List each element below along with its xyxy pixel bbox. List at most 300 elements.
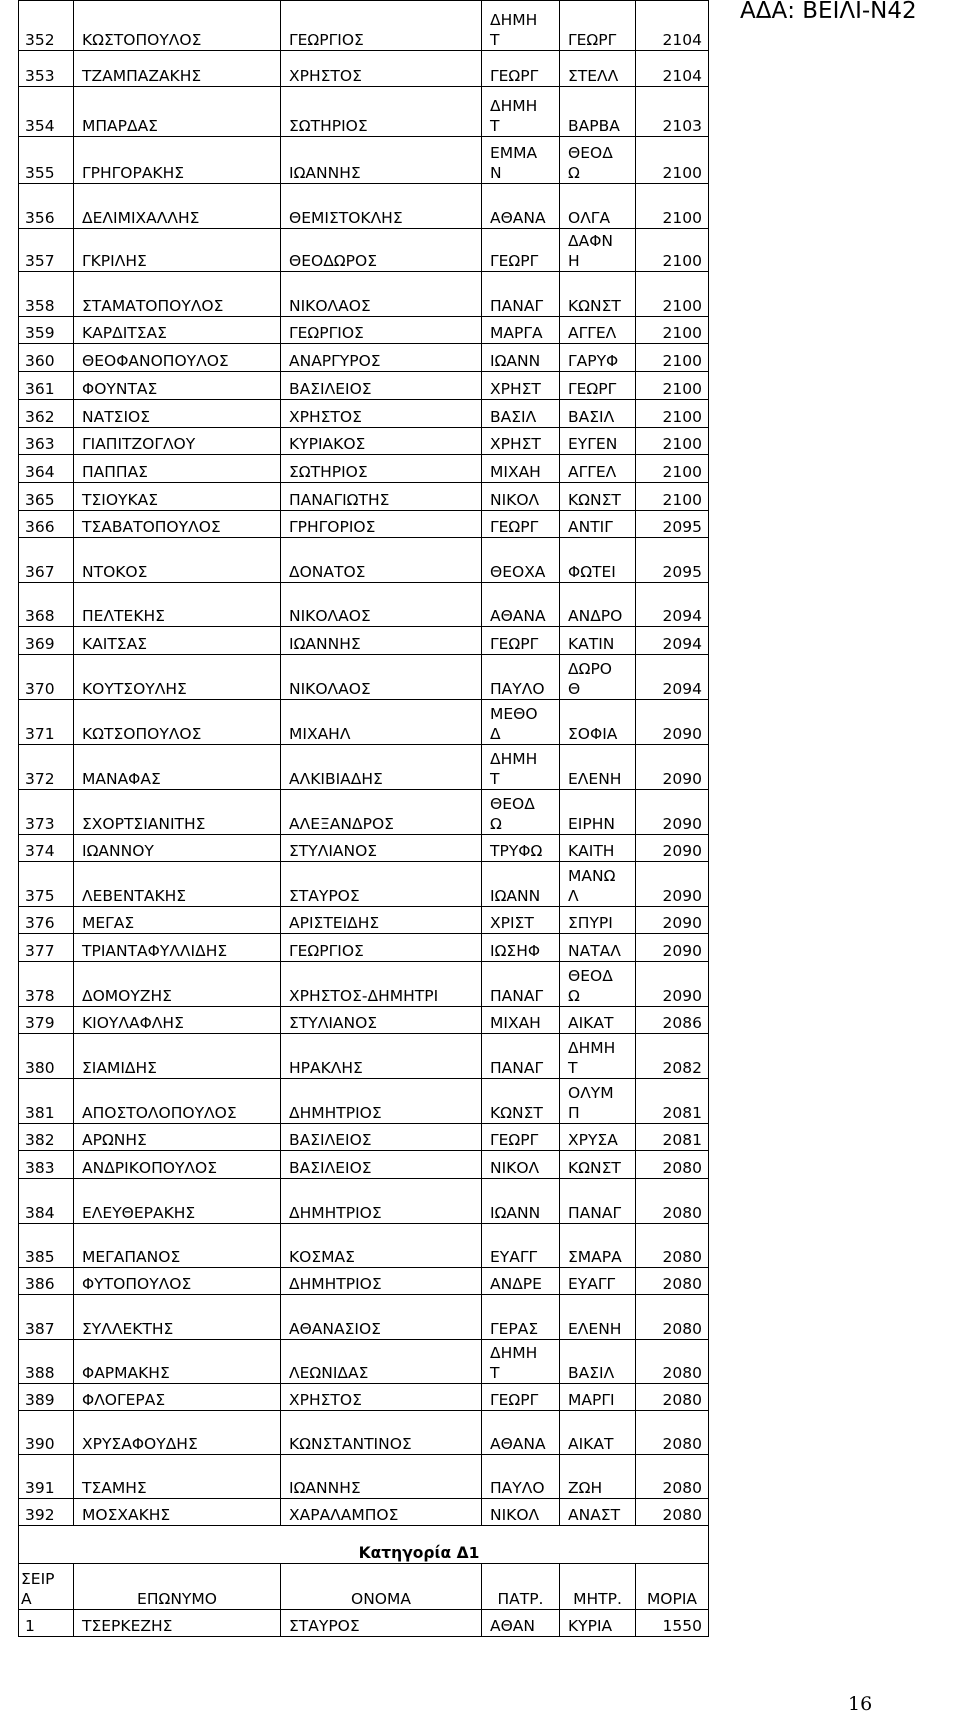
cell-mother — [560, 934, 636, 962]
cell-name: ΑΡΙΣΤΕΙΔΗΣ — [281, 907, 482, 934]
cell-points: 2100 — [636, 483, 709, 511]
cell-mother-text: ΕΛΕΝΗ — [568, 770, 622, 788]
table-row — [19, 1268, 709, 1295]
cell-mother-text: ΧΡΥΣΑ — [568, 1131, 618, 1149]
cell-name: ΗΡΑΚΛΗΣ — [281, 1034, 482, 1079]
cell-father — [482, 1340, 560, 1384]
cell-father — [482, 700, 560, 745]
cell-father-text: ΘΕΟΔΩ — [490, 795, 535, 833]
cell-mother — [560, 700, 636, 745]
cell-points: 2090 — [636, 790, 709, 835]
cell-father-text: ΙΩΣΗΦ — [490, 942, 541, 960]
cell-points: 2100 — [636, 428, 709, 455]
cell-mother — [560, 372, 636, 400]
cell-mother — [560, 1295, 636, 1340]
cell-num: 374 — [19, 835, 74, 862]
cell-father-text: ΕΜΜΑΝ — [490, 144, 538, 182]
cell-surname: ΚΙΟΥΛΑΦΛΗΣ — [74, 1007, 281, 1034]
header-num-text: ΣΕΙΡΑ — [21, 1570, 55, 1608]
cell-points: 2100 — [636, 344, 709, 372]
cell-points: 2080 — [636, 1455, 709, 1499]
cell-father — [482, 745, 560, 790]
cell-mother — [560, 455, 636, 483]
cell-name: ΝΙΚΟΛΑΟΣ — [281, 655, 482, 700]
cell-father-text: ΜΑΡΓΑ — [490, 324, 543, 342]
cell-father — [482, 372, 560, 400]
cell-name: ΧΑΡΑΛΑΜΠΟΣ — [281, 1499, 482, 1526]
cell-mother-text: ΠΑΝΑΓ — [568, 1204, 622, 1222]
cell-father — [482, 51, 560, 87]
header-father: ΠΑΤΡ. — [482, 1564, 560, 1610]
cell-mother — [560, 137, 636, 184]
cell-surname: ΦΑΡΜΑΚΗΣ — [74, 1340, 281, 1384]
cell-father — [482, 790, 560, 835]
cell-mother-text: ΕΙΡΗΝ — [568, 815, 615, 833]
cell-surname: ΓΙΑΠΙΤΖΟΓΛΟΥ — [74, 428, 281, 455]
cell-mother-text: ΓΕΩΡΓ — [568, 380, 617, 398]
cell-surname: ΣΤΑΜΑΤΟΠΟΥΛΟΣ — [74, 272, 281, 317]
cell-name: ΜΙΧΑΗΛ — [281, 700, 482, 745]
cell-surname: ΣΙΑΜΙΔΗΣ — [74, 1034, 281, 1079]
cell-mother-text: ΓΑΡΥΦ — [568, 352, 619, 370]
cell-mother-text: ΑΙΚΑΤ — [568, 1435, 614, 1453]
cell-father — [482, 1455, 560, 1499]
cell-surname: ΑΝΔΡΙΚΟΠΟΥΛΟΣ — [74, 1151, 281, 1179]
cell-points: 2100 — [636, 272, 709, 317]
category-blank-cell — [19, 1526, 281, 1564]
cell-name: ΑΘΑΝΑΣΙΟΣ — [281, 1295, 482, 1340]
cell-name: ΧΡΗΣΤΟΣ — [281, 51, 482, 87]
cell-father — [482, 1224, 560, 1268]
cell-name: ΓΕΩΡΓΙΟΣ — [281, 317, 482, 344]
cell-mother — [560, 1499, 636, 1526]
cell-points: 2104 — [636, 1, 709, 51]
table-row — [19, 962, 709, 1007]
cell-surname: ΠΕΛΤΕΚΗΣ — [74, 583, 281, 627]
cell-surname: ΜΕΓΑΠΑΝΟΣ — [74, 1224, 281, 1268]
cell-father-text: ΓΕΩΡΓ — [490, 1391, 539, 1409]
cell-mother-text: ΣΟΦΙΑ — [568, 725, 618, 743]
cell-surname: ΔΟΜΟΥΖΗΣ — [74, 962, 281, 1007]
table-row — [19, 862, 709, 907]
header-points: ΜΟΡΙΑ — [636, 1564, 709, 1610]
cell-points: 2080 — [636, 1411, 709, 1455]
cell-mother-text: ΚΩΝΣΤ — [568, 491, 621, 509]
cell-mother — [560, 1224, 636, 1268]
cell-points: 2103 — [636, 87, 709, 137]
cell-num: 381 — [19, 1079, 74, 1124]
cell-father-text: ΠΑΥΛΟ — [490, 1479, 545, 1497]
cell-surname: ΝΑΤΣΙΟΣ — [74, 400, 281, 428]
cell-name: ΝΙΚΟΛΑΟΣ — [281, 272, 482, 317]
cell-surname: ΙΩΑΝΝΟΥ — [74, 835, 281, 862]
table-row — [19, 272, 709, 317]
cell-surname: ΤΖΑΜΠΑΖΑΚΗΣ — [74, 51, 281, 87]
cell-name: ΣΤΥΛΙΑΝΟΣ — [281, 835, 482, 862]
table-row — [19, 1007, 709, 1034]
cell-num: 386 — [19, 1268, 74, 1295]
cell-name: ΣΩΤΗΡΙΟΣ — [281, 455, 482, 483]
table-row — [19, 455, 709, 483]
cell-points: 2080 — [636, 1295, 709, 1340]
cell-points: 2090 — [636, 700, 709, 745]
cell-name: ΙΩΑΝΝΗΣ — [281, 137, 482, 184]
table-row — [19, 538, 709, 583]
cell-points: 2095 — [636, 511, 709, 538]
cell-surname: ΚΩΣΤΟΠΟΥΛΟΣ — [74, 1, 281, 51]
cell-name: ΑΝΑΡΓΥΡΟΣ — [281, 344, 482, 372]
ada-code: ΑΔΑ: ΒΕΙΛΙ-Ν42 — [740, 0, 917, 24]
cell-surname: ΕΛΕΥΘΕΡΑΚΗΣ — [74, 1179, 281, 1224]
cell-num: 377 — [19, 934, 74, 962]
table-row — [19, 1, 709, 51]
cell-mother-text: ΑΝΤΙΓ — [568, 518, 613, 536]
cell-mother — [560, 1124, 636, 1151]
cell-points: 2086 — [636, 1007, 709, 1034]
cell-mother — [560, 1411, 636, 1455]
cell-name: ΔΗΜΗΤΡΙΟΣ — [281, 1268, 482, 1295]
cell-num: 372 — [19, 745, 74, 790]
cell-father — [482, 627, 560, 655]
cell-mother — [560, 1034, 636, 1079]
cell-mother — [560, 400, 636, 428]
cell-name: ΝΙΚΟΛΑΟΣ — [281, 583, 482, 627]
cell-father-text: ΧΡΗΣΤ — [490, 380, 541, 398]
cell-points: 2081 — [636, 1079, 709, 1124]
cell-father — [482, 344, 560, 372]
cell-mother-text: ΚΑΙΤΗ — [568, 842, 615, 860]
cell-surname: ΦΛΟΓΕΡΑΣ — [74, 1384, 281, 1411]
cell-points: 2090 — [636, 907, 709, 934]
table-row — [19, 1384, 709, 1411]
cell-surname: ΓΡΗΓΟΡΑΚΗΣ — [74, 137, 281, 184]
cell-mother-text: ΦΩΤΕΙ — [568, 563, 616, 581]
header-name: ΟΝΟΜΑ — [281, 1564, 482, 1610]
cell-father — [482, 835, 560, 862]
cell-num: 355 — [19, 137, 74, 184]
cell-father-text: ΑΘΑΝΑ — [490, 209, 546, 227]
cell-mother — [560, 1, 636, 51]
cell-father — [482, 1295, 560, 1340]
cell-num: 391 — [19, 1455, 74, 1499]
cell-num: 380 — [19, 1034, 74, 1079]
cell-father — [482, 184, 560, 229]
table-row — [19, 934, 709, 962]
cell-points: 2080 — [636, 1384, 709, 1411]
category-cell-surname: ΤΣΕΡΚΕΖΗΣ — [74, 1610, 281, 1637]
table-row — [19, 511, 709, 538]
cell-father — [482, 962, 560, 1007]
cell-surname: ΚΑΡΔΙΤΣΑΣ — [74, 317, 281, 344]
table-row — [19, 372, 709, 400]
category-cell-name: ΣΤΑΥΡΟΣ — [281, 1610, 482, 1637]
cell-num: 365 — [19, 483, 74, 511]
cell-mother-text: ΣΠΥΡΙ — [568, 914, 613, 932]
cell-surname: ΔΕΛΙΜΙΧΑΛΛΗΣ — [74, 184, 281, 229]
cell-name: ΓΡΗΓΟΡΙΟΣ — [281, 511, 482, 538]
cell-name: ΣΤΥΛΙΑΝΟΣ — [281, 1007, 482, 1034]
cell-mother — [560, 511, 636, 538]
category-row — [19, 1610, 709, 1637]
table-row — [19, 1295, 709, 1340]
table-row — [19, 1079, 709, 1124]
cell-name: ΛΕΩΝΙΔΑΣ — [281, 1340, 482, 1384]
cell-num: 358 — [19, 272, 74, 317]
cell-points: 2080 — [636, 1179, 709, 1224]
cell-points: 2090 — [636, 962, 709, 1007]
cell-surname: ΑΠΟΣΤΟΛΟΠΟΥΛΟΣ — [74, 1079, 281, 1124]
cell-mother — [560, 483, 636, 511]
cell-mother — [560, 272, 636, 317]
table-row — [19, 51, 709, 87]
cell-surname: ΚΟΥΤΣΟΥΛΗΣ — [74, 655, 281, 700]
cell-name: ΓΕΩΡΓΙΟΣ — [281, 1, 482, 51]
header-mother: ΜΗΤΡ. — [560, 1564, 636, 1610]
cell-num: 378 — [19, 962, 74, 1007]
cell-father-text: ΓΕΩΡΓ — [490, 67, 539, 85]
cell-father — [482, 907, 560, 934]
cell-mother-text: ΕΥΓΕΝ — [568, 435, 618, 453]
cell-father-text: ΓΕΩΡΓ — [490, 635, 539, 653]
cell-mother-text: ΚΑΤΙΝ — [568, 635, 615, 653]
cell-name: ΒΑΣΙΛΕΙΟΣ — [281, 1124, 482, 1151]
cell-surname: ΑΡΩΝΗΣ — [74, 1124, 281, 1151]
table-row — [19, 1224, 709, 1268]
cell-points: 2082 — [636, 1034, 709, 1079]
cell-points: 2090 — [636, 745, 709, 790]
cell-name: ΘΕΜΙΣΤΟΚΛΗΣ — [281, 184, 482, 229]
cell-father — [482, 317, 560, 344]
cell-father-text: ΜΙΧΑΗ — [490, 1014, 541, 1032]
cell-num: 353 — [19, 51, 74, 87]
cell-father — [482, 272, 560, 317]
cell-name: ΔΗΜΗΤΡΙΟΣ — [281, 1079, 482, 1124]
cell-points: 2100 — [636, 317, 709, 344]
cell-points: 2094 — [636, 583, 709, 627]
cell-surname: ΘΕΟΦΑΝΟΠΟΥΛΟΣ — [74, 344, 281, 372]
cell-name: ΠΑΝΑΓΙΩΤΗΣ — [281, 483, 482, 511]
cell-points: 2100 — [636, 137, 709, 184]
cell-num: 390 — [19, 1411, 74, 1455]
cell-points: 2100 — [636, 184, 709, 229]
category-cell-points: 1550 — [636, 1610, 709, 1637]
cell-surname: ΓΚΡΙΛΗΣ — [74, 229, 281, 272]
cell-num: 368 — [19, 583, 74, 627]
table-row — [19, 1499, 709, 1526]
cell-father-text: ΝΙΚΟΛ — [490, 491, 540, 509]
cell-mother-text: ΣΤΕΛΛ — [568, 67, 619, 85]
cell-num: 364 — [19, 455, 74, 483]
cell-name: ΓΕΩΡΓΙΟΣ — [281, 934, 482, 962]
cell-mother — [560, 184, 636, 229]
cell-mother-text: ΕΛΕΝΗ — [568, 1320, 622, 1338]
cell-num: 379 — [19, 1007, 74, 1034]
cell-mother — [560, 87, 636, 137]
cell-father-text: ΔΗΜΗΤ — [490, 97, 538, 135]
cell-points: 2094 — [636, 655, 709, 700]
cell-mother-text: ΘΕΟΔΩ — [568, 967, 613, 1005]
cell-father-text: ΜΙΧΑΗ — [490, 463, 541, 481]
table-row — [19, 1340, 709, 1384]
cell-num: 382 — [19, 1124, 74, 1151]
cell-father-text: ΓΕΩΡΓ — [490, 252, 539, 270]
cell-num: 352 — [19, 1, 74, 51]
cell-name: ΚΟΣΜΑΣ — [281, 1224, 482, 1268]
cell-surname: ΜΠΑΡΔΑΣ — [74, 87, 281, 137]
cell-name: ΑΛΕΞΑΝΔΡΟΣ — [281, 790, 482, 835]
cell-surname: ΤΣΑΜΗΣ — [74, 1455, 281, 1499]
cell-mother-text: ΓΕΩΡΓ — [568, 31, 617, 49]
cell-father-text: ΑΘΑΝΑ — [490, 1435, 546, 1453]
cell-mother-text: ΑΓΓΕΛ — [568, 463, 617, 481]
cell-num: 360 — [19, 344, 74, 372]
cell-father — [482, 1384, 560, 1411]
table-row — [19, 1151, 709, 1179]
cell-num: 366 — [19, 511, 74, 538]
cell-father — [482, 137, 560, 184]
cell-mother-text: ΟΛΓΑ — [568, 209, 611, 227]
cell-points: 2104 — [636, 51, 709, 87]
table-row — [19, 583, 709, 627]
cell-surname: ΤΣΙΟΥΚΑΣ — [74, 483, 281, 511]
cell-name: ΙΩΑΝΝΗΣ — [281, 627, 482, 655]
table-row — [19, 344, 709, 372]
cell-name: ΧΡΗΣΤΟΣ — [281, 400, 482, 428]
cell-mother — [560, 862, 636, 907]
cell-name: ΙΩΑΝΝΗΣ — [281, 1455, 482, 1499]
cell-father-text: ΕΥΑΓΓ — [490, 1248, 538, 1266]
cell-name: ΚΩΝΣΤΑΝΤΙΝΟΣ — [281, 1411, 482, 1455]
cell-father-text: ΠΑΝΑΓ — [490, 987, 544, 1005]
cell-num: 388 — [19, 1340, 74, 1384]
cell-surname: ΚΩΤΣΟΠΟΥΛΟΣ — [74, 700, 281, 745]
cell-father-text: ΧΡΗΣΤ — [490, 435, 541, 453]
table-row — [19, 1124, 709, 1151]
cell-father-text: ΜΕΘΟΔ — [490, 705, 538, 743]
cell-father-text: ΧΡΙΣΤ — [490, 914, 534, 932]
table-row — [19, 907, 709, 934]
cell-num: 373 — [19, 790, 74, 835]
cell-father-text: ΒΑΣΙΛ — [490, 408, 537, 426]
table-row — [19, 400, 709, 428]
category-cell-num: 1 — [19, 1610, 74, 1637]
cell-surname: ΤΡΙΑΝΤΑΦΥΛΛΙΔΗΣ — [74, 934, 281, 962]
cell-num: 389 — [19, 1384, 74, 1411]
cell-father — [482, 229, 560, 272]
cell-points: 2090 — [636, 835, 709, 862]
cell-name: ΒΑΣΙΛΕΙΟΣ — [281, 372, 482, 400]
cell-mother — [560, 907, 636, 934]
cell-mother-text: ΜΑΡΓΙ — [568, 1391, 615, 1409]
cell-name: ΚΥΡΙΑΚΟΣ — [281, 428, 482, 455]
table-row — [19, 428, 709, 455]
cell-points: 2100 — [636, 400, 709, 428]
cell-father-text: ΠΑΝΑΓ — [490, 297, 544, 315]
cell-father — [482, 87, 560, 137]
cell-mother-text: ΝΑΤΑΛ — [568, 942, 621, 960]
cell-points: 2100 — [636, 455, 709, 483]
cell-points: 2090 — [636, 862, 709, 907]
table-row — [19, 229, 709, 272]
cell-mother-text: ΕΥΑΓΓ — [568, 1275, 616, 1293]
cell-father — [482, 1411, 560, 1455]
cell-father-text: ΘΕΟΧΑ — [490, 563, 546, 581]
cell-mother-text: ΒΑΡΒΑ — [568, 117, 620, 135]
cell-num: 363 — [19, 428, 74, 455]
table-row — [19, 627, 709, 655]
header-num — [19, 1564, 74, 1610]
category-title: Κατηγορία Δ1 — [281, 1526, 560, 1564]
cell-mother — [560, 229, 636, 272]
cell-surname: ΜΟΣΧΑΚΗΣ — [74, 1499, 281, 1526]
cell-father-text: ΙΩΑΝΝ — [490, 352, 541, 370]
cell-father — [482, 934, 560, 962]
cell-mother-text: ΚΩΝΣΤ — [568, 1159, 621, 1177]
cell-mother-text: ΖΩΗ — [568, 1479, 603, 1497]
cell-surname: ΧΡΥΣΑΦΟΥΔΗΣ — [74, 1411, 281, 1455]
category-blank-cell — [560, 1526, 709, 1564]
table-row — [19, 790, 709, 835]
cell-father-text: ΙΩΑΝΝ — [490, 1204, 541, 1222]
cell-num: 357 — [19, 229, 74, 272]
cell-mother-text: ΚΩΝΣΤ — [568, 297, 621, 315]
cell-father-text: ΝΙΚΟΛ — [490, 1506, 540, 1524]
cell-father — [482, 1, 560, 51]
cell-num: 385 — [19, 1224, 74, 1268]
category-header-row — [19, 1564, 709, 1610]
cell-mother-text: ΔΗΜΗΤ — [568, 1039, 616, 1077]
cell-mother — [560, 583, 636, 627]
cell-surname: ΦΥΤΟΠΟΥΛΟΣ — [74, 1268, 281, 1295]
cell-num: 354 — [19, 87, 74, 137]
cell-father — [482, 400, 560, 428]
cell-father — [482, 428, 560, 455]
cell-mother-text: ΑΓΓΕΛ — [568, 324, 617, 342]
cell-mother — [560, 428, 636, 455]
table-row — [19, 317, 709, 344]
cell-num: 376 — [19, 907, 74, 934]
cell-father — [482, 1179, 560, 1224]
cell-father-text: ΓΕΩΡΓ — [490, 518, 539, 536]
cell-points: 2080 — [636, 1499, 709, 1526]
cell-father-text: ΓΕΩΡΓ — [490, 1131, 539, 1149]
cell-father-text: ΚΩΝΣΤ — [490, 1104, 543, 1122]
cell-points: 2095 — [636, 538, 709, 583]
cell-num: 370 — [19, 655, 74, 700]
cell-mother — [560, 1079, 636, 1124]
cell-num: 375 — [19, 862, 74, 907]
cell-num: 367 — [19, 538, 74, 583]
cell-father-text: ΑΘΑΝΑ — [490, 607, 546, 625]
cell-surname: ΣΥΛΛΕΚΤΗΣ — [74, 1295, 281, 1340]
cell-mother-text: ΒΑΣΙΛ — [568, 408, 615, 426]
cell-father — [482, 1499, 560, 1526]
cell-num: 362 — [19, 400, 74, 428]
table-row — [19, 700, 709, 745]
cell-father-text: ΔΗΜΗΤ — [490, 1344, 538, 1382]
cell-surname: ΠΑΠΠΑΣ — [74, 455, 281, 483]
cell-num: 356 — [19, 184, 74, 229]
cell-father — [482, 1124, 560, 1151]
cell-name: ΣΤΑΥΡΟΣ — [281, 862, 482, 907]
cell-father-text: ΤΡΥΦΩ — [490, 842, 543, 860]
cell-father — [482, 1151, 560, 1179]
cell-mother — [560, 51, 636, 87]
cell-name: ΧΡΗΣΤΟΣ-ΔΗΜΗΤΡΙ — [281, 962, 482, 1007]
cell-name: ΣΩΤΗΡΙΟΣ — [281, 87, 482, 137]
cell-mother — [560, 790, 636, 835]
cell-points: 2080 — [636, 1268, 709, 1295]
